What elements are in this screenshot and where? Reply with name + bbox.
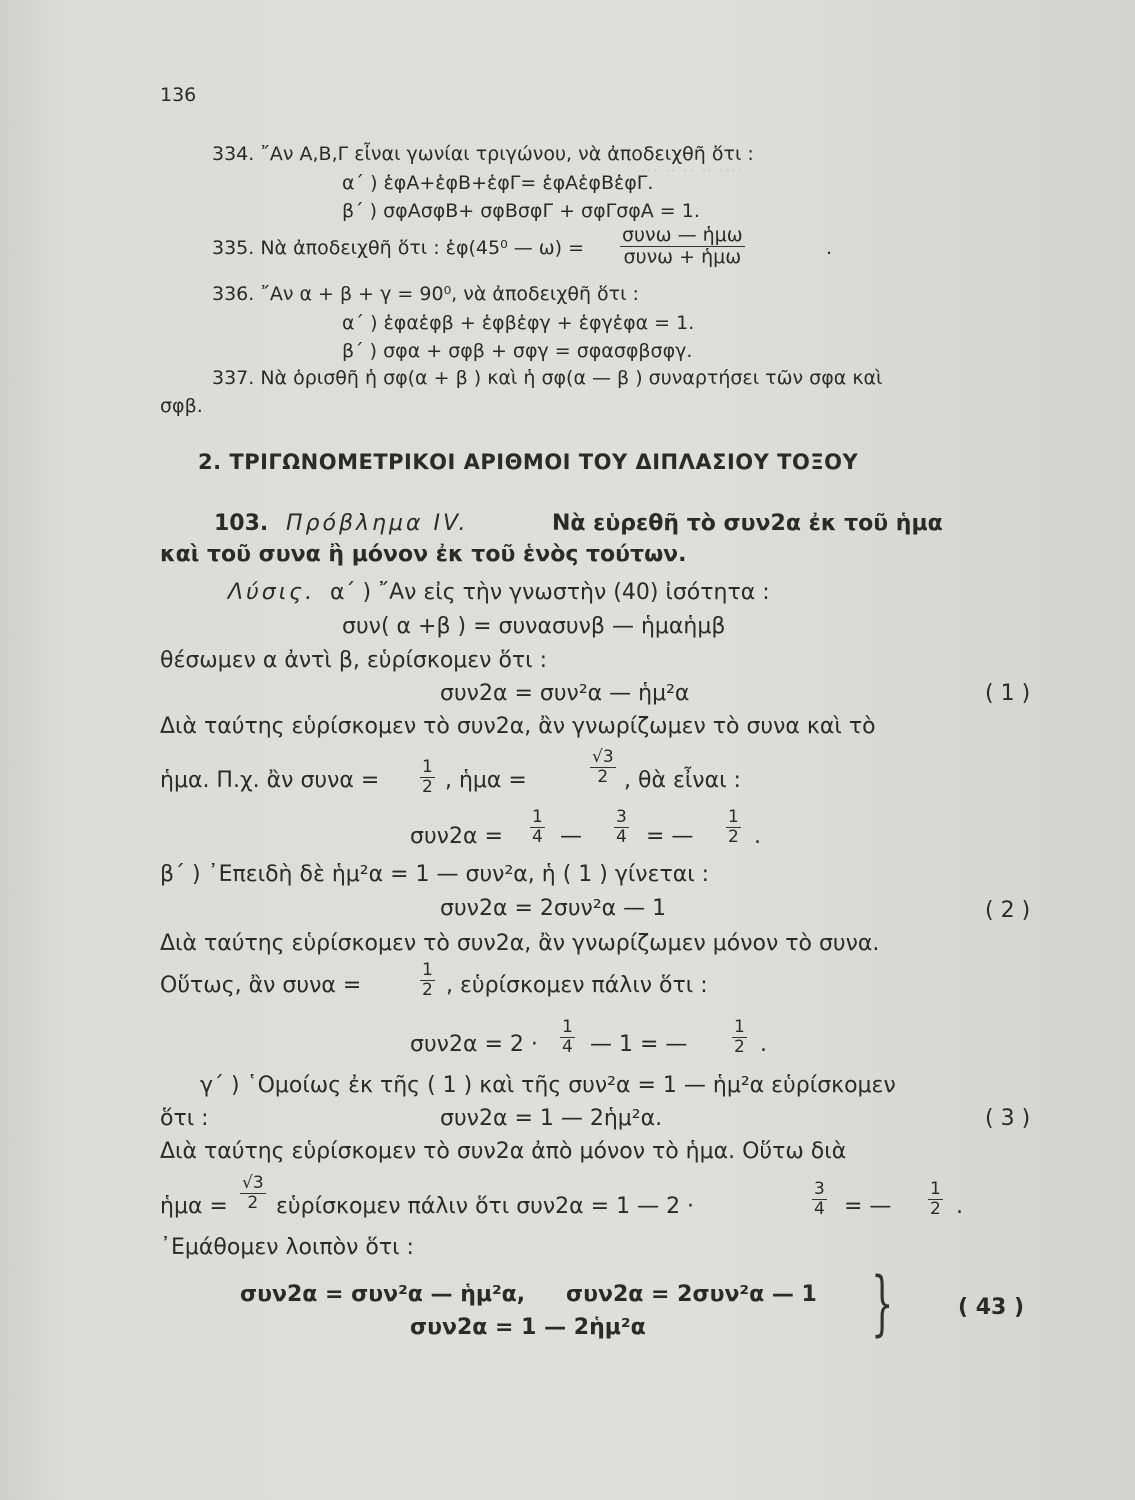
fraction-numerator: 1 xyxy=(532,807,543,827)
solution-line-12c: . xyxy=(760,1032,767,1057)
fraction-denominator: 4 xyxy=(562,1036,573,1057)
exercise-335-fraction xyxy=(620,225,745,268)
fraction-denominator: 2 xyxy=(728,826,739,847)
formula-2-tag: ( 2 ) xyxy=(985,898,1031,923)
formula-1-tag: ( 1 ) xyxy=(985,681,1031,706)
summary-formula-1: συν2α = συν²α — ἡμ²α, xyxy=(240,1282,526,1307)
exercise-336-line1: 336. ῎Αν α + β + γ = 90⁰, νὰ ἀποδειχθῆ ὅτι : xyxy=(212,283,639,305)
formula-1: συν2α = συν²α — ἡμ²α xyxy=(440,681,690,706)
solution-line-16a: ἡμα = xyxy=(160,1194,228,1219)
fraction-numerator: 1 xyxy=(930,1179,941,1199)
solution-line-7a: συν2α = xyxy=(410,824,503,849)
summary-formula-2: συν2α = 2συν²α — 1 xyxy=(566,1282,817,1307)
solution-line-7c: = — xyxy=(646,824,694,849)
solution-line-6a: ἡμα. Π.χ. ἂν συνα = xyxy=(160,768,380,793)
exercise-336-a: α΄ ) ἑφαἑφβ + ἑφβἑφγ + ἑφγἑφα = 1. xyxy=(342,312,695,334)
solution-line-5: Διὰ ταύτης εὑρίσκομεν τὸ συν2α, ἂν γνωρίζωμεν τὸ συνα καὶ τὸ xyxy=(160,714,876,739)
solution-line-7d: . xyxy=(754,824,761,849)
exercise-337-line1: 337. Νὰ ὁρισθῆ ἡ σφ(α + β ) καὶ ἡ σφ(α — β ) συναρτήσει τῶν σφα καὶ xyxy=(212,367,883,389)
fraction-denominator: 2 xyxy=(930,1198,941,1219)
exercise-334-line1: 334. ῎Αν Α,Β,Γ εἶναι γωνίαι τριγώνου, νὰ ἀποδειχθῆ ὅτι : xyxy=(212,143,754,165)
fraction-numerator: συνω — ἡμω xyxy=(622,224,743,246)
solution-line-13: γ΄ ) ῾Ομοίως ἐκ τῆς ( 1 ) καὶ τῆς συν²α = 1 — ἡμ²α εὑρίσκομεν xyxy=(200,1073,896,1098)
formula-3-tag: ( 3 ) xyxy=(985,1106,1031,1131)
fraction-denominator: 2 xyxy=(422,776,433,797)
solution-line-16d: . xyxy=(956,1194,963,1219)
fraction-numerator: 1 xyxy=(728,807,739,827)
exercise-335-line: 335. Νὰ ἀποδειχθῆ ὅτι : ἑφ(45⁰ — ω) = xyxy=(212,237,585,259)
formula-2: συν2α = 2συν²α — 1 xyxy=(440,896,667,921)
fraction-denominator: 4 xyxy=(532,826,543,847)
solution-line-12b: — 1 = — xyxy=(590,1032,688,1057)
exercise-334-a: α΄ ) ἑφΑ+ἑφΒ+ἑφΓ= ἑφΑἑφΒἑφΓ. xyxy=(342,172,654,194)
fraction-denominator: 2 xyxy=(240,1193,266,1213)
fraction-denominator: 2 xyxy=(734,1036,745,1057)
fraction-one-quarter xyxy=(560,1018,575,1056)
fraction-numerator: 1 xyxy=(562,1017,573,1037)
solution-line-15: Διὰ ταύτης εὑρίσκομεν τὸ συν2α ἀπὸ μόνον τὸ ἡμα. Οὕτω διὰ xyxy=(160,1139,847,1164)
exercise-334-b: β΄ ) σφΑσφΒ+ σφΒσφΓ + σφΓσφΑ = 1. xyxy=(342,200,700,222)
fraction-numerator: 1 xyxy=(422,757,433,777)
solution-line-11b: , εὑρίσκομεν πάλιν ὅτι : xyxy=(446,973,708,998)
fraction-sqrt3-over-2 xyxy=(590,748,616,786)
problem-number: 103. xyxy=(214,511,269,536)
solution-line-17: ᾿Εμάθομεν λοιπὸν ὅτι : xyxy=(160,1235,414,1260)
solution-label: Λύσις. xyxy=(228,580,316,605)
solution-line-14a: ὅτι : xyxy=(160,1106,209,1131)
fraction-denominator: 2 xyxy=(590,767,616,787)
solution-line-12a: συν2α = 2 · xyxy=(410,1032,538,1057)
formula-3: συν2α = 1 — 2ἡμ²α. xyxy=(440,1106,663,1131)
fraction-denominator: 4 xyxy=(814,1198,825,1219)
fraction-three-quarters xyxy=(812,1180,827,1218)
fraction-denominator: 2 xyxy=(422,979,433,1000)
problem-label: Πρόβλημα IV. xyxy=(286,511,469,536)
problem-text-line1: Νὰ εὑρεθῆ τὸ συν2α ἐκ τοῦ ἡμα xyxy=(552,511,943,536)
page-number: 136 xyxy=(160,84,197,106)
solution-line-7b: — xyxy=(560,824,582,849)
fraction-sqrt3-over-2 xyxy=(240,1174,266,1212)
fraction-one-half xyxy=(928,1180,943,1218)
solution-line-1: α΄ ) ῎Αν εἰς τὴν γνωστὴν (40) ἰσότητα : xyxy=(330,580,770,605)
fraction-numerator: 3 xyxy=(814,1179,825,1199)
fraction-three-quarters xyxy=(614,808,629,846)
fraction-numerator: 1 xyxy=(422,960,433,980)
exercise-336-b: β΄ ) σφα + σφβ + σφγ = σφασφβσφγ. xyxy=(342,340,693,362)
fraction-one-half xyxy=(732,1018,747,1056)
solution-line-6c: , θὰ εἶναι : xyxy=(624,768,741,793)
solution-line-2: συν( α +β ) = συνασυνβ — ἡμαἡμβ xyxy=(342,614,726,639)
solution-line-3: θέσωμεν α ἀντὶ β, εὑρίσκομεν ὅτι : xyxy=(160,648,548,673)
summary-tag: ( 43 ) xyxy=(958,1295,1025,1320)
exercise-335-end: . xyxy=(826,237,833,259)
fraction-numerator: 1 xyxy=(734,1017,745,1037)
fraction-denominator: συνω + ἡμω xyxy=(620,246,745,268)
fraction-one-half xyxy=(420,758,435,796)
solution-line-11a: Οὕτως, ἂν συνα = xyxy=(160,973,362,998)
summary-formula-3: συν2α = 1 — 2ἡμ²α xyxy=(410,1315,646,1340)
fraction-one-half xyxy=(420,961,435,999)
solution-line-16b: εὑρίσκομεν πάλιν ὅτι συν2α = 1 — 2 · xyxy=(276,1194,695,1219)
solution-line-10: Διὰ ταύτης εὑρίσκομεν τὸ συν2α, ἂν γνωρίζωμεν μόνον τὸ συνα. xyxy=(160,931,880,956)
fraction-numerator: 3 xyxy=(616,807,627,827)
solution-line-8: β΄ ) ᾿Επειδὴ δὲ ἡμ²α = 1 — συν²α, ἡ ( 1 ) γίνεται : xyxy=(160,862,710,887)
solution-line-16c: = — xyxy=(844,1194,892,1219)
right-brace-icon: } xyxy=(871,1262,894,1344)
problem-text-line2: καὶ τοῦ συνα ἢ μόνον ἐκ τοῦ ἑνὸς τούτων. xyxy=(160,542,687,567)
fraction-numerator: √3 xyxy=(592,747,614,767)
exercise-337-line2: σφβ. xyxy=(160,395,203,417)
bleed-through: ··· ·· ·· ·· ···· xyxy=(640,160,743,182)
fraction-numerator: √3 xyxy=(242,1173,264,1193)
fraction-one-quarter xyxy=(530,808,545,846)
fraction-one-half xyxy=(726,808,741,846)
solution-line-6b: , ἡμα = xyxy=(445,768,527,793)
fraction-denominator: 4 xyxy=(616,826,627,847)
section-heading: 2. ΤΡΙΓΩΝΟΜΕΤΡΙΚΟΙ ΑΡΙΘΜΟΙ ΤΟΥ ΔΙΠΛΑΣΙΟΥ ΤΟΞΟΥ xyxy=(198,450,859,474)
